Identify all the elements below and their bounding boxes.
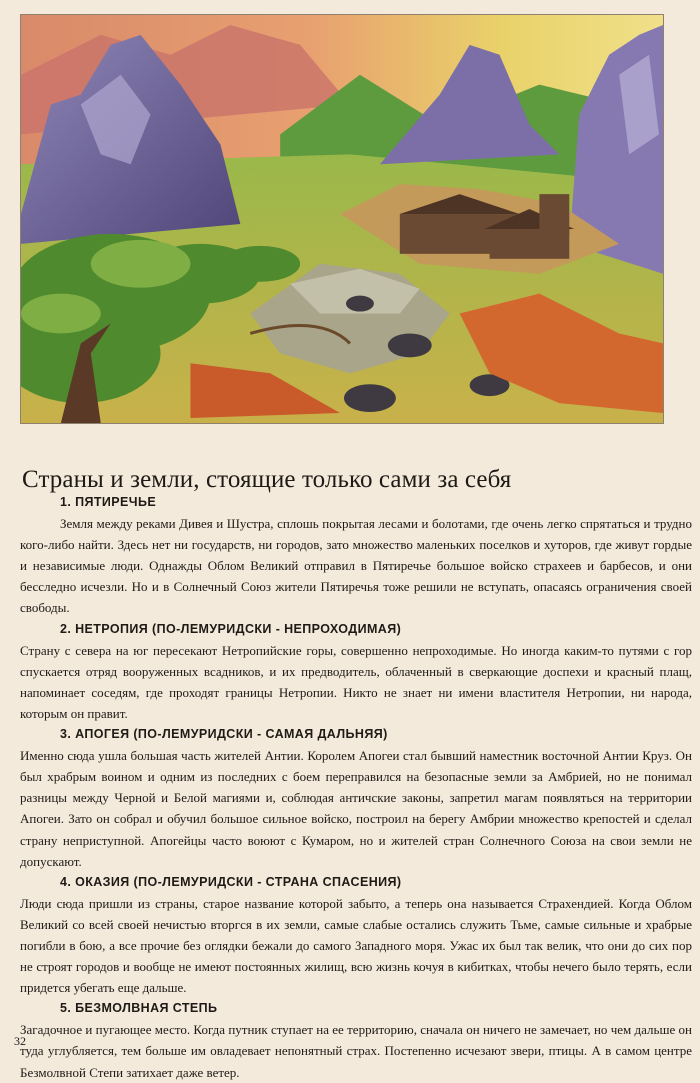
section-heading-apogeya: 3. АПОГЕЯ (ПО-ЛЕМУРИДСКИ - САМАЯ ДАЛЬНЯЯ): [60, 727, 388, 742]
section-text-bezmolvnaya-step: Загадочное и пугающее место. Когда путник ступает на ее территорию, сначала он ничего не замечает, но чем дальше он туда углубляется, тем больше им овладевает непонятный страх. Постепенно исчезают звери, птицы. А в самом центре Безмолвной Степи затихает даже ветер.: [20, 1022, 692, 1080]
article-body: [20, 492, 692, 1083]
page-title: Страны и земли, стоящие только сами за себя: [22, 465, 512, 493]
section-heading-bezmolvnaya-step: 5. БЕЗМОЛВНАЯ СТЕПЬ: [60, 1001, 218, 1016]
section-heading-netropiya: 2. НЕТРОПИЯ (ПО-ЛЕМУРИДСКИ - НЕПРОХОДИМАЯ): [60, 621, 402, 636]
mountain-village-painting: [21, 15, 663, 423]
section-heading-pyatirechye: 1. ПЯТИРЕЧЬЕ: [60, 495, 157, 509]
section-text-okaziya: Люди сюда пришли из страны, старое название которой забыто, а теперь она называется Страхендией. Когда Облом Великий со всей своей нечистью вторгся в их земли, самые слабые остались служить Тьме, самые сильные и храбрые погибли в бою, а все прочие без оглядки бежали до самого Западного моря. Ужас их был так велик, что они до сих пор не строят городов и вообще не имеют постоянных жилищ, всю жизнь кочуя в кибитках, чтобы нечего было терять, если придется убегать еще дальше.: [20, 895, 692, 996]
landscape-illustration: [20, 14, 664, 424]
section-text-apogeya: Именно сюда ушла большая часть жителей Антии. Королем Апогеи стал бывший наместник восточной Антии Круз. Он был храбрым воином и одним из последних с боем переправился на безопасные земли за Амбрией, но не понимал разницы между Черной и Белой магиями и, соблюдая античские законы, запретил магам появляться на территории Апогеи. Зато он собрал и обучил большое сильное войско, построил на берегу Амбрии множество крепостей и сделал страну неприступной. Апогейцы часто воюют с Кумаром, но и жителей стран Солнечного Союза на свои земли не допускают.: [20, 748, 692, 869]
section-text-pyatirechye: Земля между реками Дивея и Шустра, сплошь покрытая лесами и болотами, где очень легко спрятаться и трудно кого-либо найти. Здесь нет ни государств, ни городов, зато множество маленьких поселков и хуторов, где живут гордые и независимые люди. Однажды Облом Великий отправил в Пятиречье большое войско страхеев и барбесов, и они бесследно исчезли. Но и в Солнечный Союз жители Пятиречья тоже решили не вступать, опасаясь ограничения своей свободы.: [20, 516, 692, 616]
section-text-netropiya: Страну с севера на юг пересекают Нетропийские горы, совершенно непроходимые. Но иногда каким-то путями с гор спускается отряд вооруженных всадников, и их предводитель, облаченный в сверкающие доспехи и красный плащ, напоминает соседям, где проходят границы Нетропии. Никто не знает ни имени властителя Нетропии, ни народа, которым он правит.: [20, 642, 692, 721]
page-number: 32: [14, 1034, 26, 1048]
section-heading-okaziya: 4. ОКАЗИЯ (ПО-ЛЕМУРИДСКИ - СТРАНА СПАСЕНИЯ): [60, 874, 402, 889]
